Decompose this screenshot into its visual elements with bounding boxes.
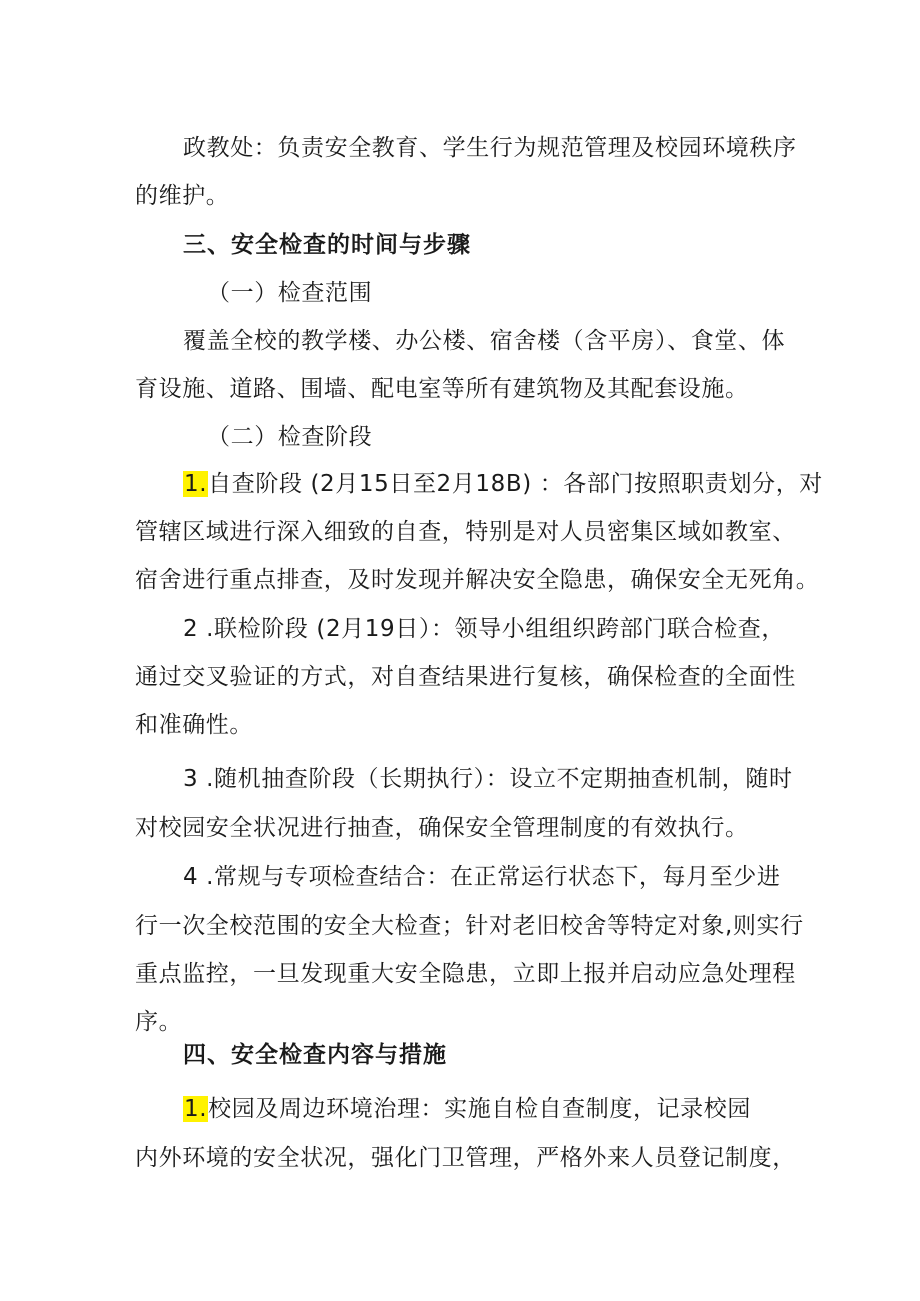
line-text: 管辖区域进行深入细致的自查，特别是对人员密集区域如教室、 [135, 519, 796, 545]
line-text: 育设施、道路、围墙、配电室等所有建筑物及其配套设施。 [135, 376, 749, 402]
line-text: 校园及周边环境治理：实施自检自查制度，记录校园 [208, 1096, 751, 1122]
line-text: 覆盖全校的教学楼、办公楼、宿舍楼（含平房）、食堂、体 [183, 328, 786, 354]
subsection-heading [207, 277, 372, 309]
heading-text: 三、安全检查的时间与步骤 [183, 232, 471, 258]
paragraph-line [135, 1142, 796, 1174]
heading-text: （二）检查阶段 [207, 424, 373, 450]
list-item-line [183, 1093, 751, 1125]
paragraph-line [135, 958, 796, 990]
paragraph-line [135, 516, 796, 548]
paragraph-line [135, 1006, 182, 1038]
paragraph-line [135, 180, 229, 212]
list-item-line [183, 763, 793, 795]
heading-text: 四、安全检查内容与措施 [183, 1042, 447, 1068]
line-text: 的维护。 [135, 183, 230, 209]
subsection-heading [207, 421, 372, 453]
line-text: 4 .常规与专项检查结合：在正常运行状态下，每月至少进 [183, 864, 781, 890]
line-text: 行一次全校范围的安全大检查；针对老旧校舍等特定对象,则实行 [135, 913, 804, 939]
line-text: 对校园安全状况进行抽查，确保安全管理制度的有效执行。 [135, 815, 749, 841]
line-text: 2 .联检阶段 (2月19日）：领导小组组织跨部门联合检查， [183, 616, 785, 642]
line-text: 和准确性。 [135, 712, 253, 738]
paragraph-line [135, 910, 804, 942]
list-item-line [183, 613, 785, 645]
highlighted-list-marker: 1. [184, 1096, 208, 1122]
line-text: 内外环境的安全状况，强化门卫管理，严格外来人员登记制度， [135, 1145, 796, 1171]
paragraph-line [183, 325, 785, 357]
paragraph-line [135, 564, 819, 596]
heading-text: （一）检查范围 [207, 280, 373, 306]
section-heading [183, 229, 471, 261]
line-text: 自查阶段 (2月15日至2月18B) ：各部门按照职责划分，对 [208, 471, 823, 497]
paragraph-line [135, 373, 749, 405]
paragraph-line [135, 661, 796, 693]
paragraph-line [135, 709, 253, 741]
highlighted-list-marker: 1. [184, 471, 208, 497]
paragraph-line [183, 132, 797, 164]
line-text: 政教处：负责安全教育、学生行为规范管理及校园环境秩序 [183, 135, 797, 161]
line-text: 通过交叉验证的方式，对自查结果进行复核，确保检查的全面性 [135, 664, 796, 690]
line-text: 序。 [135, 1009, 183, 1035]
line-text: 重点监控，一旦发现重大安全隐患，立即上报并启动应急处理程 [135, 961, 796, 987]
paragraph-line [135, 812, 749, 844]
line-text: 宿舍进行重点排查，及时发现并解决安全隐患，确保安全无死角。 [135, 567, 820, 593]
list-item-line [183, 861, 780, 893]
section-heading [183, 1039, 447, 1071]
line-text: 3 .随机抽查阶段（长期执行）：设立不定期抽查机制，随时 [183, 766, 793, 792]
list-item-line [183, 468, 823, 500]
